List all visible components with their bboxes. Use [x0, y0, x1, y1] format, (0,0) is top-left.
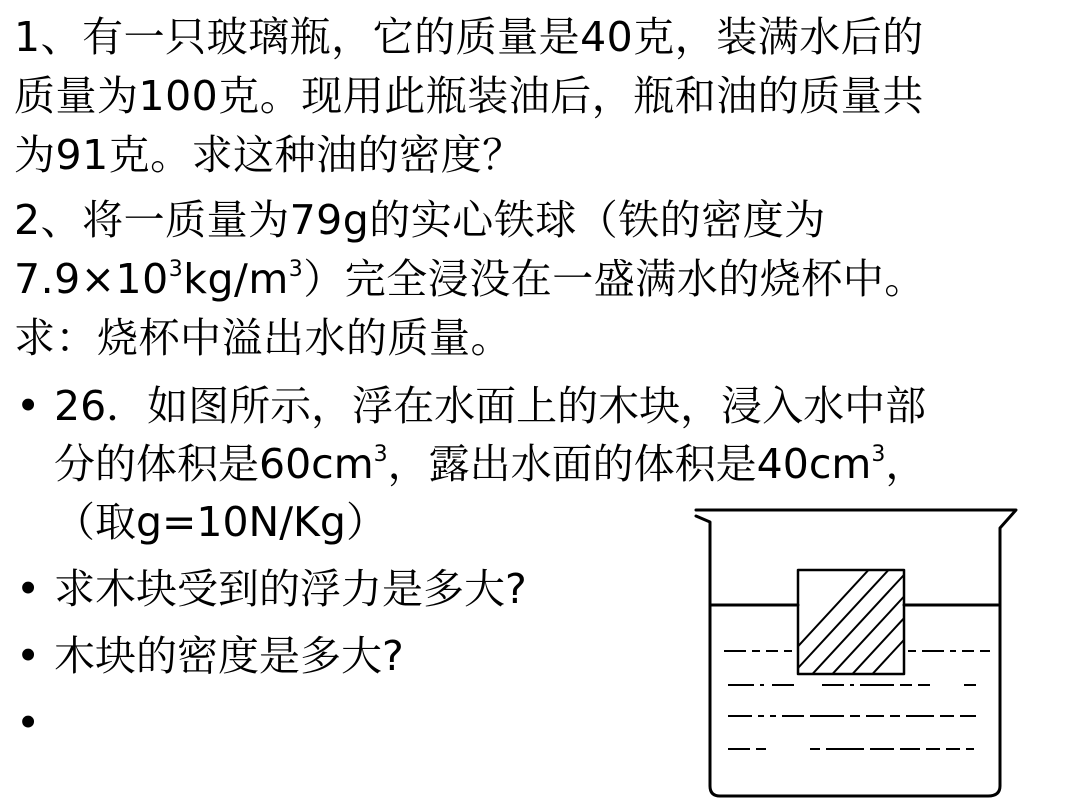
question-buoyancy: 求木块受到的浮力是多大?: [54, 565, 527, 613]
water-dash-lines: [724, 651, 990, 749]
problem-2-line-3: 求：烧杯中溢出水的质量。: [14, 314, 512, 362]
problem-1-line-3: 为91克。求这种油的密度？: [14, 131, 524, 179]
problem-2: [14, 191, 1064, 368]
exponent: 3: [373, 442, 388, 467]
iron-density-value: 7.9×10: [14, 255, 169, 303]
comma: ，: [885, 440, 927, 488]
bullet-icon: •: [16, 699, 41, 747]
problem-2-line-2-rest: ）完全浸没在一盛满水的烧杯中。: [303, 255, 926, 303]
beaker-outline: [696, 510, 1016, 796]
exponent: 3: [168, 257, 184, 282]
bullet-icon: •: [16, 565, 41, 613]
problem-1: [14, 8, 1064, 185]
problem-1-line-2: 质量为100克。现用此瓶装油后，瓶和油的质量共: [14, 72, 924, 120]
item-26-line-2: [54, 435, 1069, 493]
beaker-with-floating-block-icon: [694, 504, 1020, 800]
exponent: 3: [288, 257, 304, 282]
exposed-volume-text: ，露出水面的体积是40cm: [387, 440, 872, 488]
problem-2-line-1: 2、将一质量为79g的实心铁球（铁的密度为: [14, 196, 826, 244]
item-26-line-3: （取g=10N/Kg）: [54, 498, 387, 546]
item-26-line-1: 26．如图所示，浮在水面上的木块，浸入水中部: [54, 382, 927, 430]
exponent: 3: [871, 442, 886, 467]
problem-1-line-1: 1、有一只玻璃瓶，它的质量是40克，装满水后的: [14, 13, 924, 61]
bullet-icon: •: [16, 632, 41, 680]
question-density: 木块的密度是多大?: [54, 632, 404, 680]
submerged-volume-text: 分的体积是60cm: [54, 440, 374, 488]
problem-2-line-2: [14, 250, 1064, 309]
density-unit: kg/m: [183, 255, 289, 303]
bullet-icon: •: [16, 382, 41, 430]
